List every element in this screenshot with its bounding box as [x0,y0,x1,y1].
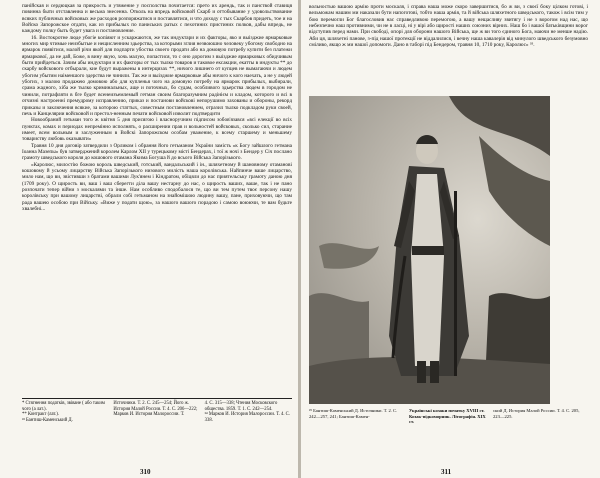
paragraph: Травня 10 дня договір затвердили з Орликом і обрання його гетьманом України замість «к Богу зайшлого гетмана Іоанна Мазепы» був затверджений королем Карлом XII у турецькому місті Бендерах, і тої ж ночі з Бендер у Січ послано грамоту шведського короля до кошового отамана Якима Богуша й до всього Війська Запорізького. [22,142,292,162]
footnote-column: 4. С. 315—338; Чтения Московского общества. 1859. Т. 1. С. 242—254. ³⁴ Марков И. История Малороссии. Т. 4. С. 338. [204,401,290,423]
figure-caption-row [309,408,588,425]
footnote-column: * Стягнення податків, звіване ( або таким чого (а лат.). ** Контракт (лат.). ³³ Бантиш-Каменський Д. [22,401,105,423]
paragraph: «Каролюс, милостію божою король шведський, готський, вандальський і ін., шляхетному й шановному отаманові кошовому й усьому лицарству Війська Запорізького низового милість наша королівська. Найпинче ваше лицарство, мило нам, що ви, звістивши з братами вашими Лук'янем і Кіндратом, обіцяли до нас приятельську грамоту даною дня (1709 року). О щирость ви, ваш і ваш сберегти діла вашу нестарну до нас, о щирость ваших, ваше, так і не пано розпочати тепер війни з москалями та інше. Нам особливо сподобалося те, що ви тем путем твоє персону нашу королівську при вашому лицарстві, обрали собі гетьманом на знайомішою людину вашу, пане, приховуючи, що там рада вашею особою при Війську. «Виже у подати щою», за нашого вашого порадою і самою воюючи, те вам будьте хвалебні... [22,161,292,212]
paragraph: Новообраний гетьман того ж квітня 5 дня присягою і власноручним підписом зобов'язався «всі елекції во всіх пунктах, комах и периодах непремінно исполнять, о расширении прав и вольностей войсковых, сколько сил, старание имеет, всем вольным и заслуженным в Войскі Запорожском особам уважение, к всему старшему и меньшему товариству любовь оказывати» [22,117,292,143]
left-page [0,0,298,478]
paragraph: 16. Востокротне люде убогіе копіяют и ускаржаются, же так индуктари и их факторы, яко и выізджие ярмарковые многих мир чтимые неизбытые и нещисленним здьерства, за которыми зглия незвоюшно человеку убогому свободно на ярмарок появітися, малой річи якой для подпарти убоства своего продати або на домовую потребу купити без платежи ярмаркової, да не дай, Боже, в вину якую, хочь малую, попастися, то с оно дорогим з выізджие ярмарковых обидчивым быти прийдеться. Зачим абы индуктари и их факторы от тых тылко товаров и таковое ексакции, екатты в индукты ** до скарбу войскового отбырали, кие будут выражены в интерцизах **, ничого лишнего от купцев не вымагаючи и людем убогим убытим наіменшого здерства не чинили. Так же и выізджие ярмарковые абы ничого к кого наехать, а не у людей убогих, з малою продажею домовою або для купленья чого на домовую потребу на ярмарок прибылых, выбирали, срама жадного, хіба же тылко криминальных, аще и поточных, бо судам, особливого здьерства людем в городом не чинили, потрафляти в бге будет всенеизъемлемый гетман своим благоразумним радінієм и кладом, которого и всі в отчизні настроенні премудрому исправлению, приказ и постанови войскові непорушимо захованы и обороны, рекорд приказы и заключения всякие, за которою статтых, совестным постановлением, отразил тылко подкладом руки своей, печь и Канцелярии войсковой и престол-ненным печати войсковой изволит подтвердити [22,34,292,117]
page-number: 311 [441,468,452,476]
cossack-figure-illustration [309,96,550,404]
footnote-column: Источники. Т. 2. С. 245—254; Його ж. История Малой России. Т. 4. С. 206—222; Марков И. История Малороссии. Т. [113,401,198,418]
figure-caption: Українські козаки початку XVIII ст. Козак-підкоморник. Літографія. XIX ст. [409,408,486,424]
footnotes [22,398,292,423]
paragraph: вольностью вашою армію проти москаля, і справа наша може скоро завершитися, бо ж ви, з своєї боку цілком готові, і вельможам нашим ми наказали бути напоготові, тобто наша армія, та й війська шляхетного шведського, також і всім тим у бою перемогли Бог благословив нас справедливою перемогою, а вашу нещасливу звитягу і не з ворогом над нас, що небезпечно наш противними, чи не в ласці, ні у вірі або щирості наших союзних вірних. Наш бо і вашої батьківщини ворог відступив перед нами. При свободі, опорі для оборони нашого Війська, ще ж ви того єдиного Бога, маючи не менше надію. Аби ця, шляхетні панове, з-під нашої протекції не віддалилися, і вечну наша кавалерія від минулого шведського безумовно сміливо, якщо ж ми нашої допомоги. Дано в таборі під Бендером, травня 10, 1710 року, Каролюс» ³⁵. [309,4,588,49]
footnote: ский Д. История Малой России. Т. 4. С. 205, 223—225. [493,408,580,419]
right-page [301,0,600,478]
paragraph: панійская и сердюцкая за прикрость и утяжение у посполства почитается: прето их арендь, так и панствой ставиця повинна быти отставленна и весьма знесенна. Отколь на впредь войсковой Скарб и оттобывание у удовольствование всяких публичных войсковых же расходов розпоряжатися и поставлятися, и что доходу с тых Скарбов придеть, тое и на Войско Запорожское отдати, как из прибылых по паниських ратых с пехотиних пристиних полков, дабы впредь, не каждому полку быть будет увага и постановление. [22,3,292,35]
page-number: 310 [140,468,151,476]
cossack-lithograph [309,96,550,404]
footnote: ³⁵ Бантиш-Каменський Д. Источники. Т. 2. С. 242—257, 241; Бантиш-Камен- [309,408,398,419]
